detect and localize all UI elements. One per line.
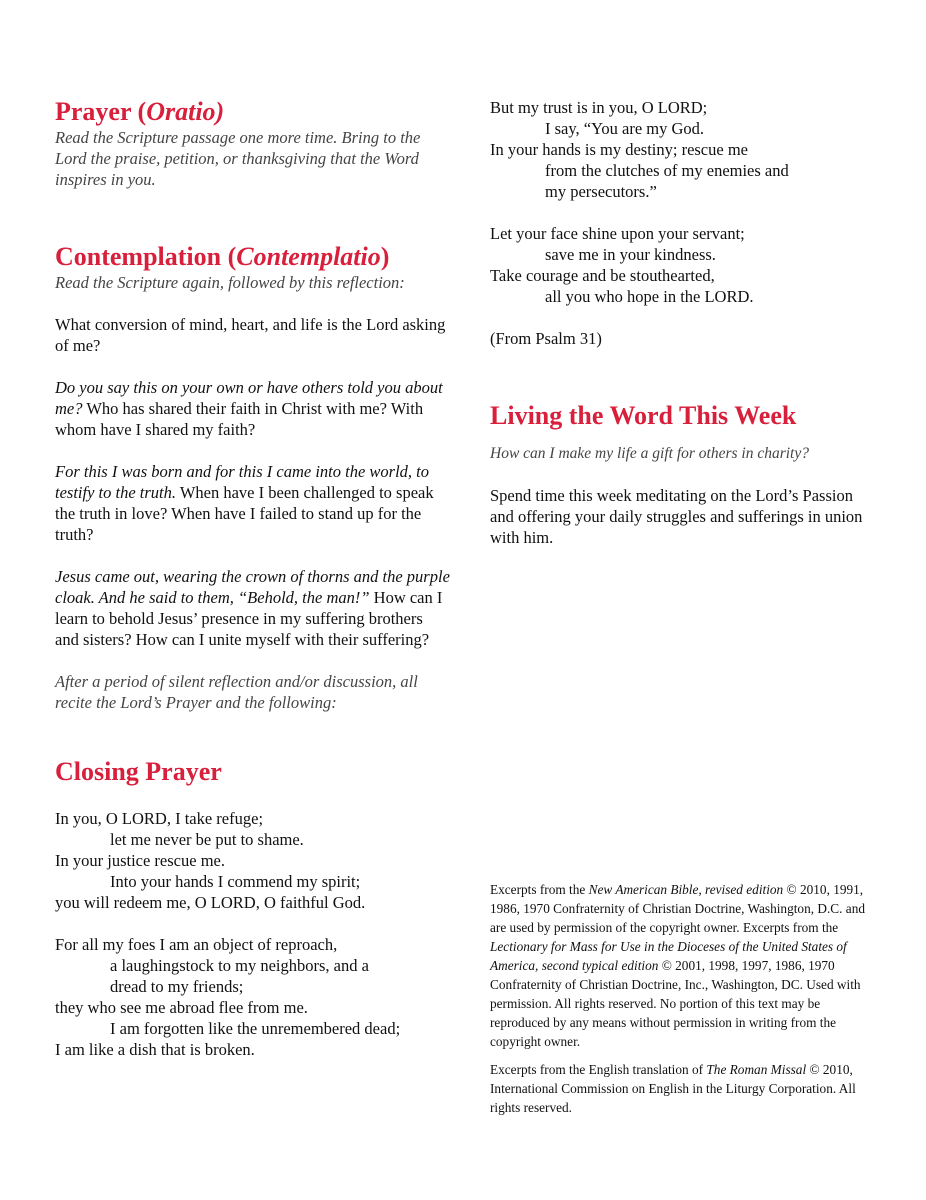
- contemplation-heading: Contemplation (Contemplatio): [55, 242, 390, 271]
- psalm-line: Let your face shine upon your servant;: [490, 224, 745, 243]
- psalm-line: In your justice rescue me.: [55, 851, 225, 870]
- psalm-stanza-1: [55, 808, 450, 913]
- psalm-line: you will redeem me, O LORD, O faithful God.: [55, 893, 366, 912]
- left-column: [55, 97, 450, 1060]
- reflection-question-2: Do you say this on your own or have others told you about me? Who has shared their faith in Christ with me? With whom have I shared my faith?: [55, 378, 443, 439]
- psalm-line: In your hands is my destiny; rescue me: [490, 140, 748, 159]
- psalm-line: my persecutors.”: [545, 182, 657, 201]
- psalm-source: (From Psalm 31): [490, 329, 602, 348]
- psalm-stanza-3: [490, 97, 870, 202]
- psalm-line: from the clutches of my enemies and: [545, 161, 789, 180]
- psalm-line: In you, O LORD, I take refuge;: [55, 809, 264, 828]
- right-column: [490, 97, 870, 548]
- copyright-paragraph-1: Excerpts from the New American Bible, revised edition © 2010, 1991, 1986, 1970 Confraternity of Christian Doctrine, Washington, D.C. and are used by permission of the copyright owner. Excerpts from the Lectionary for Mass for Use in the Dioceses of the United States of America, second typical edition © 2001, 1998, 1997, 1986, 1970 Confraternity of Christian Doctrine, Inc., Washington, DC. Used with permission. All rights reserved. No portion of this text may be reproduced by any means without permission in writing from the copyright owner.: [490, 882, 866, 1049]
- psalm-line: they who see me abroad flee from me.: [55, 998, 308, 1017]
- living-word-text: Spend time this week meditating on the Lord’s Passion and offering your daily struggles and sufferings in union with him.: [490, 486, 863, 547]
- psalm-line: I am forgotten like the unremembered dead;: [110, 1019, 401, 1038]
- copyright-paragraph-2: Excerpts from the English translation of The Roman Missal © 2010, International Commission on English in the Liturgy Corporation. All rights reserved.: [490, 1062, 856, 1115]
- prayer-heading: Prayer (Oratio): [55, 97, 225, 126]
- psalm-line: save me in your kindness.: [545, 245, 716, 264]
- reflection-question-4: Jesus came out, wearing the crown of thorns and the purple cloak. And he said to them, “Behold, the man!” How can I learn to behold Jesus’ presence in my suffering brothers and sisters? How can I unite myself with their suffering?: [55, 567, 450, 649]
- psalm-line: For all my foes I am an object of reproach,: [55, 935, 338, 954]
- psalm-line: all you who hope in the LORD.: [545, 287, 754, 306]
- living-word-question: How can I make my life a gift for others in charity?: [490, 445, 809, 462]
- psalm-stanza-4: [490, 223, 870, 307]
- psalm-line: Take courage and be stouthearted,: [490, 266, 715, 285]
- contemplation-instruction: Read the Scripture again, followed by this reflection:: [55, 273, 405, 292]
- psalm-line: let me never be put to shame.: [110, 830, 304, 849]
- reflection-question-3: For this I was born and for this I came into the world, to testify to the truth. When have I been challenged to speak the truth in love? When have I failed to stand up for the truth?: [55, 462, 434, 544]
- closing-instruction: After a period of silent reflection and/or discussion, all recite the Lord’s Prayer and the following:: [55, 672, 418, 712]
- psalm-line: a laughingstock to my neighbors, and a: [110, 956, 369, 975]
- psalm-line: I say, “You are my God.: [545, 119, 705, 138]
- closing-prayer-heading: Closing Prayer: [55, 757, 222, 786]
- copyright-notice: [490, 880, 870, 1117]
- psalm-stanza-2: [55, 934, 450, 1060]
- psalm-line: I am like a dish that is broken.: [55, 1040, 255, 1059]
- prayer-instruction: Read the Scripture passage one more time. Bring to the Lord the praise, petition, or thanksgiving that the Word inspires in you.: [55, 128, 421, 189]
- reflection-question-1: What conversion of mind, heart, and life is the Lord asking of me?: [55, 315, 446, 355]
- living-word-heading: Living the Word This Week: [490, 401, 797, 430]
- psalm-line: But my trust is in you, O LORD;: [490, 98, 708, 117]
- psalm-line: dread to my friends;: [110, 977, 244, 996]
- psalm-line: Into your hands I commend my spirit;: [110, 872, 361, 891]
